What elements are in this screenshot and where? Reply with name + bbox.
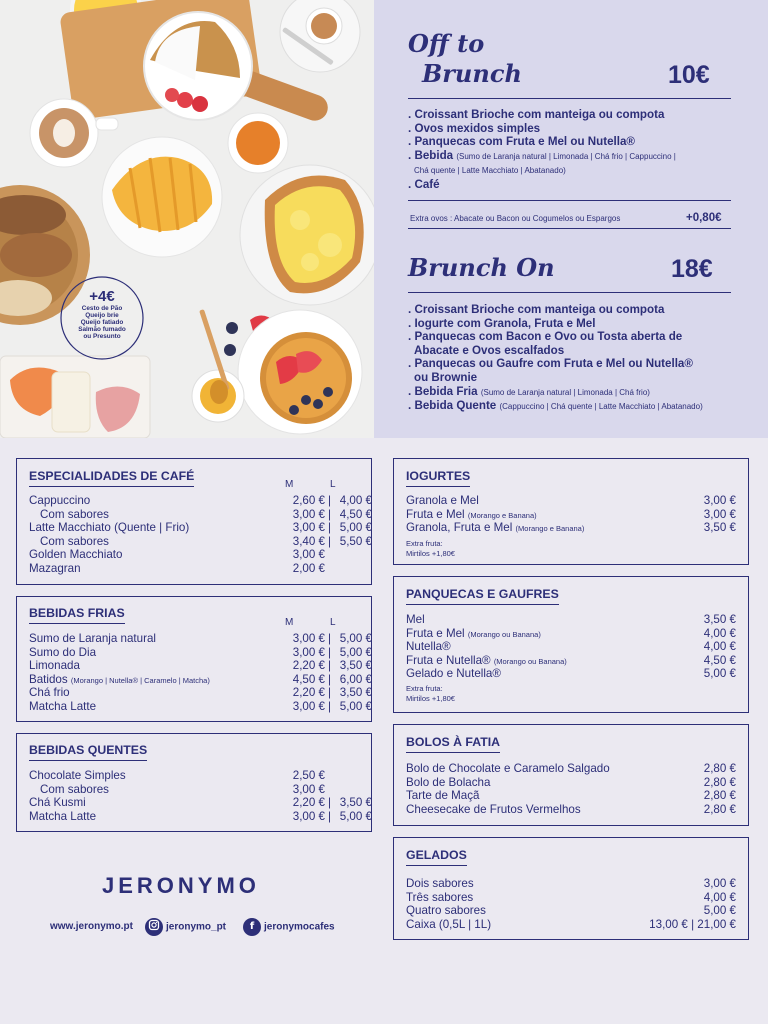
brunch-on-price: 18€: [671, 255, 713, 283]
table-row: Nutella® 4,00 €: [406, 640, 736, 653]
table-row: Cheesecake de Frutos Vermelhos 2,80 €: [406, 802, 736, 816]
table-row: Sumo de Laranja natural 3,00 € | 5,00 €: [29, 632, 372, 645]
section-cafe: [16, 458, 372, 585]
facebook-link[interactable]: [243, 918, 335, 936]
table-row: Dois sabores 3,00 €: [406, 877, 736, 890]
list-item: . Panquecas com Bacon e Ovo ou Tosta aberta de: [408, 330, 683, 344]
table-row: Cappuccino 2,60 € | 4,00 €: [29, 494, 372, 507]
section-bebidas-frias: [16, 596, 372, 722]
table-row: Caixa (0,5L | 1L) 13,00 € | 21,00 €: [406, 917, 736, 931]
column-l: L: [330, 479, 336, 490]
column-m: M: [285, 617, 294, 628]
table-row: Chá frio 2,20 € | 3,50 €: [29, 686, 372, 699]
column-m: M: [285, 479, 294, 490]
instagram-icon: [145, 918, 163, 936]
section-title: BEBIDAS QUENTES: [29, 743, 147, 761]
list-item: . Panquecas ou Gaufre com Fruta e Mel ou Nutella®: [408, 357, 693, 371]
table-row: Gelado e Nutella® 5,00 €: [406, 667, 736, 680]
table-row: Chocolate Simples 2,50 €: [29, 769, 325, 782]
extra-badge-price: +4€: [89, 288, 115, 305]
off-to-brunch-title-line2: Brunch: [422, 59, 522, 88]
off-to-brunch-bottom-divider: [408, 228, 731, 229]
table-row: Granola, Fruta e Mel (Morango e Banana) 3,50 €: [406, 521, 736, 534]
table-row: Mel 3,50 €: [406, 613, 736, 626]
section-title: BEBIDAS FRIAS: [29, 606, 125, 624]
section-title: PANQUECAS E GAUFRES: [406, 587, 559, 605]
brunch-on-divider: [408, 292, 731, 293]
section-title: IOGURTES: [406, 469, 470, 487]
brunch-on-title: Brunch On: [408, 253, 555, 282]
list-item: . Bebida (Sumo de Laranja natural | Limonada | Chá frio | Cappuccino |: [408, 148, 676, 162]
off-to-brunch-title-line1: Off to: [408, 29, 485, 58]
list-item: . Bebida Quente (Cappuccino | Chá quente | Latte Macchiato | Abatanado): [408, 399, 703, 413]
table-row: Com sabores 3,00 € | 4,50 €: [40, 507, 372, 521]
table-row: Mazagran 2,00 €: [29, 561, 325, 575]
website-link[interactable]: www.jeronymo.pt: [50, 921, 133, 932]
table-row: Batidos (Morango | Nutella® | Caramelo | Matcha) 4,50 € | 6,00 €: [29, 672, 372, 686]
facebook-handle: jeronymocafes: [264, 921, 335, 933]
list-item: . Iogurte com Granola, Fruta e Mel: [408, 316, 596, 330]
off-to-brunch-extra-divider: [408, 200, 731, 201]
off-to-brunch-extra-label: Extra ovos : Abacate ou Bacon ou Cogumelos ou Espargos: [410, 214, 621, 223]
table-row: Granola e Mel 3,00 €: [406, 494, 736, 507]
hero-photo: [0, 0, 374, 438]
extra-note: Extra fruta: Mirtilos +1,80€: [406, 539, 455, 558]
instagram-handle: jeronymo_pt: [166, 921, 227, 933]
table-row: Limonada 2,20 € | 3,50 €: [29, 659, 372, 672]
column-l: L: [330, 617, 336, 628]
list-item: . Bebida Fria (Sumo de Laranja natural | Limonada | Chá frio): [408, 384, 650, 398]
table-row: Bolo de Chocolate e Caramelo Salgado 2,80 €: [406, 762, 736, 775]
table-row: Fruta e Nutella® (Morango ou Banana) 4,50 €: [406, 653, 736, 667]
table-row: Bolo de Bolacha 2,80 €: [406, 775, 736, 789]
table-row: Sumo do Dia 3,00 € | 5,00 €: [29, 645, 372, 659]
list-item: . Café: [408, 177, 440, 191]
list-item: Abacate e Ovos escalfados: [414, 343, 565, 357]
section-title: ESPECIALIDADES DE CAFÉ: [29, 469, 194, 487]
section-gelados: [393, 837, 749, 940]
extra-badge-lines: Cesto de Pão Queijo brie Queijo fatiado Salmão fumado ou Presunto: [78, 305, 126, 340]
table-row: Fruta e Mel (Morango e Banana) 3,00 €: [406, 507, 736, 521]
table-row: Matcha Latte 3,00 € | 5,00 €: [29, 809, 372, 823]
section-title: GELADOS: [406, 848, 467, 866]
off-to-brunch-divider: [408, 98, 731, 99]
brand-logo: JERONYMO: [102, 873, 260, 898]
section-bolos: [393, 724, 749, 826]
table-row: Três sabores 4,00 €: [406, 890, 736, 904]
off-to-brunch-extra-price: +0,80€: [686, 212, 722, 224]
list-item: ou Brownie: [414, 370, 478, 384]
table-row: Com sabores 3,00 €: [40, 782, 325, 796]
table-row: Chá Kusmi 2,20 € | 3,50 €: [29, 796, 372, 809]
section-panquecas: [393, 576, 749, 713]
table-row: Fruta e Mel (Morango ou Banana) 4,00 €: [406, 626, 736, 640]
list-item: . Panquecas com Fruta e Mel ou Nutella®: [408, 135, 635, 149]
section-iogurtes: [393, 458, 749, 565]
list-item: Chá quente | Latte Macchiato | Abatanado): [414, 166, 566, 176]
off-to-brunch-price: 10€: [668, 61, 710, 89]
off-to-brunch-items: [408, 108, 676, 192]
table-row: Latte Macchiato (Quente | Frio) 3,00 € | 5,00 €: [29, 521, 372, 534]
table-row: Matcha Latte 3,00 € | 5,00 €: [29, 699, 372, 713]
list-item: . Ovos mexidos simples: [408, 121, 541, 135]
list-item: . Croissant Brioche com manteiga ou compota: [408, 108, 665, 121]
table-row: Quatro sabores 5,00 €: [406, 904, 736, 917]
breakfast-illustration: [0, 0, 374, 438]
extra-note: Extra fruta: Mirtilos +1,80€: [406, 684, 455, 703]
section-bebidas-quentes: [16, 733, 372, 832]
section-title: BOLOS À FATIA: [406, 735, 500, 753]
brunch-on-items: [408, 303, 703, 414]
table-row: Golden Macchiato 3,00 €: [29, 548, 325, 561]
list-item: . Croissant Brioche com manteiga ou compota: [408, 303, 665, 316]
instagram-link[interactable]: [145, 918, 226, 936]
facebook-icon: f: [243, 918, 261, 936]
table-row: Com sabores 3,40 € | 5,50 €: [40, 534, 372, 548]
table-row: Tarte de Maçã 2,80 €: [406, 789, 736, 802]
